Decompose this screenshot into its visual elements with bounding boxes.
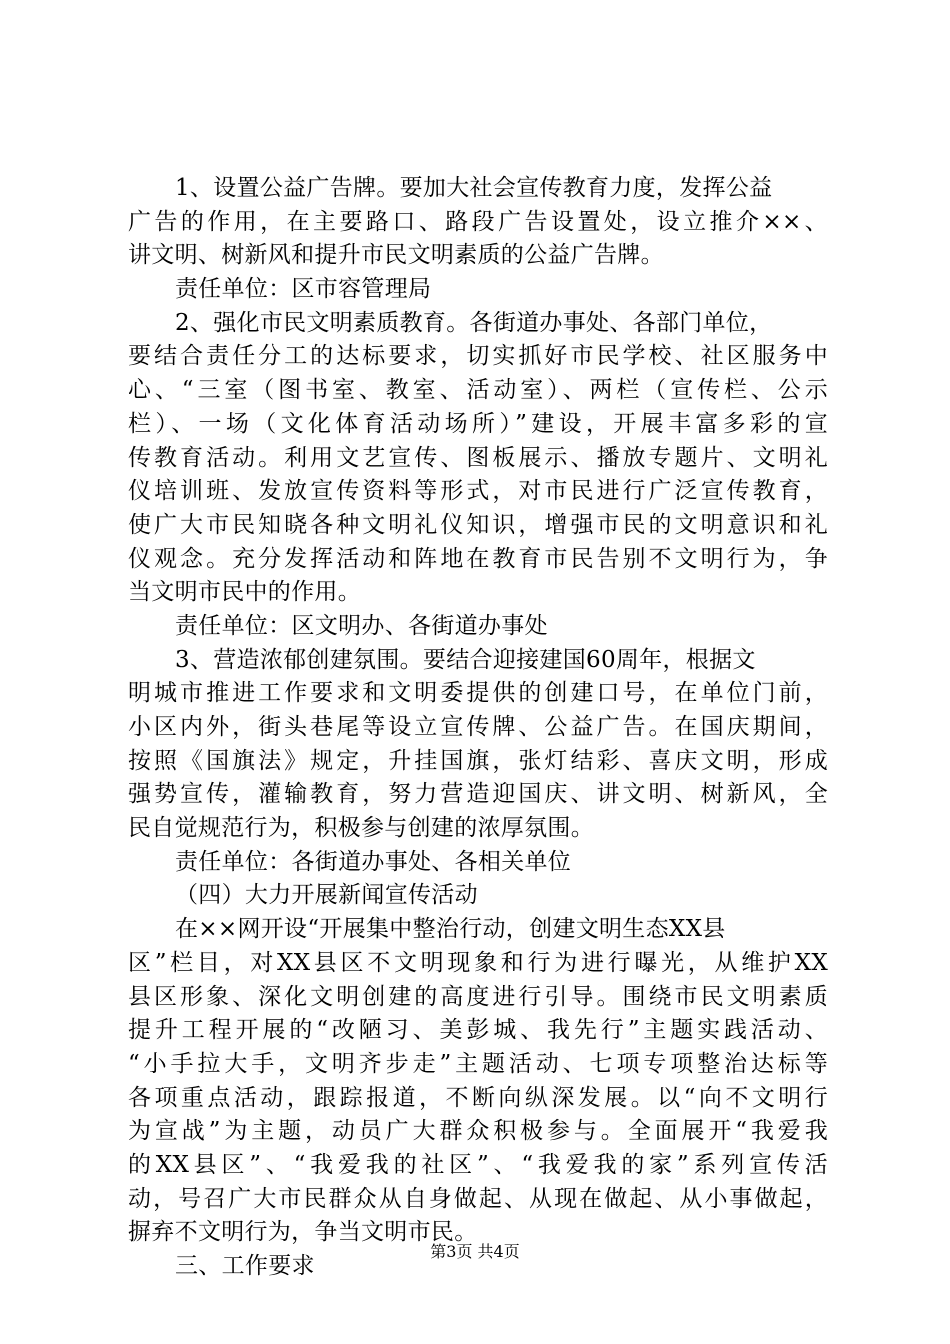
paragraph-3-line-4: 按照《国旗法》规定，升挂国旗，张灯结彩、喜庆文明，形成	[128, 747, 828, 774]
page-number-footer: 第3页 共4页	[430, 1242, 520, 1261]
paragraph-4-line-4: 提升工程开展的“改陋习、美彭城、我先行”主题实践活动、	[128, 1017, 828, 1044]
paragraph-4-line-6: 各项重点活动，跟踪报道，不断向纵深发展。以“向不文明行	[128, 1084, 828, 1111]
section-heading-4: （四）大力开展新闻宣传活动	[175, 882, 478, 909]
paragraph-2-line-9: 当文明市民中的作用。	[128, 579, 361, 606]
paragraph-1-line-2: 广告的作用，在主要路口、路段广告设置处，设立推介××、	[128, 208, 828, 235]
paragraph-2-line-8: 仪观念。充分发挥活动和阵地在教育市民告别不文明行为，争	[128, 545, 828, 572]
paragraph-1-line-1: 1、设置公益广告牌。要加大社会宣传教育力度，发挥公益	[175, 175, 773, 201]
responsible-unit-3: 责任单位：各街道办事处、各相关单位	[175, 848, 572, 875]
paragraph-2-line-7: 使广大市民知晓各种文明礼仪知识，增强市民的文明意识和礼	[128, 511, 828, 538]
paragraph-4-line-9: 动，号召广大市民群众从自身做起、从现在做起、从小事做起，	[128, 1185, 828, 1212]
paragraph-4-line-7: 为宣战”为主题，动员广大群众积极参与。全面展开“我爱我	[128, 1118, 828, 1145]
paragraph-2-line-6: 仪培训班、发放宣传资料等形式，对市民进行广泛宣传教育，	[128, 478, 828, 505]
paragraph-4-line-5: “小手拉大手，文明齐步走”主题活动、七项专项整治达标等	[128, 1050, 828, 1077]
paragraph-2-line-5: 传教育活动。利用文艺宣传、图板展示、播放专题片、文明礼	[128, 444, 828, 471]
document-body	[128, 172, 828, 1284]
responsible-unit-1: 责任单位：区市容管理局	[175, 276, 432, 303]
paragraph-2-line-2: 要结合责任分工的达标要求，切实抓好市民学校、社区服务中	[128, 343, 828, 370]
paragraph-3-line-1: 3、营造浓郁创建氛围。要结合迎接建国60周年，根据文	[175, 646, 756, 673]
section-heading-work-requirements: 三、工作要求	[175, 1253, 315, 1279]
paragraph-2-line-1: 2、强化市民文明素质教育。各街道办事处、各部门单位，	[175, 309, 773, 336]
paragraph-3-line-5: 强势宣传，灌输教育，努力营造迎国庆、讲文明、树新风，全	[128, 781, 828, 808]
paragraph-3-line-6: 民自觉规范行为，积极参与创建的浓厚氛围。	[128, 815, 594, 842]
paragraph-4-line-10: 摒弃不文明行为，争当文明市民。	[128, 1219, 478, 1246]
paragraph-3-line-3: 小区内外，街头巷尾等设立宣传牌、公益广告。在国庆期间，	[128, 714, 828, 740]
paragraph-2-line-4: 栏）、一场（文化体育活动场所）”建设，开展丰富多彩的宣	[128, 410, 828, 437]
paragraph-1-line-3: 讲文明、树新风和提升市民文明素质的公益广告牌。	[128, 242, 664, 269]
paragraph-4-line-8: 的XX县区”、“我爱我的社区”、“我爱我的家”系列宣传活	[128, 1151, 828, 1178]
paragraph-2-line-3: 心、“三室（图书室、教室、活动室）、两栏（宣传栏、公示	[128, 377, 828, 404]
paragraph-4-line-2: 区”栏目，对XX县区不文明现象和行为进行曝光，从维护XX	[128, 949, 828, 976]
paragraph-4-line-1: 在××网开设“开展集中整治行动，创建文明生态XX县	[175, 916, 726, 943]
paragraph-3-line-2: 明城市推进工作要求和文明委提供的创建口号，在单位门前，	[128, 680, 828, 707]
responsible-unit-2: 责任单位：区文明办、各街道办事处	[175, 612, 548, 639]
paragraph-4-line-3: 县区形象、深化文明创建的高度进行引导。围绕市民文明素质	[128, 983, 828, 1010]
